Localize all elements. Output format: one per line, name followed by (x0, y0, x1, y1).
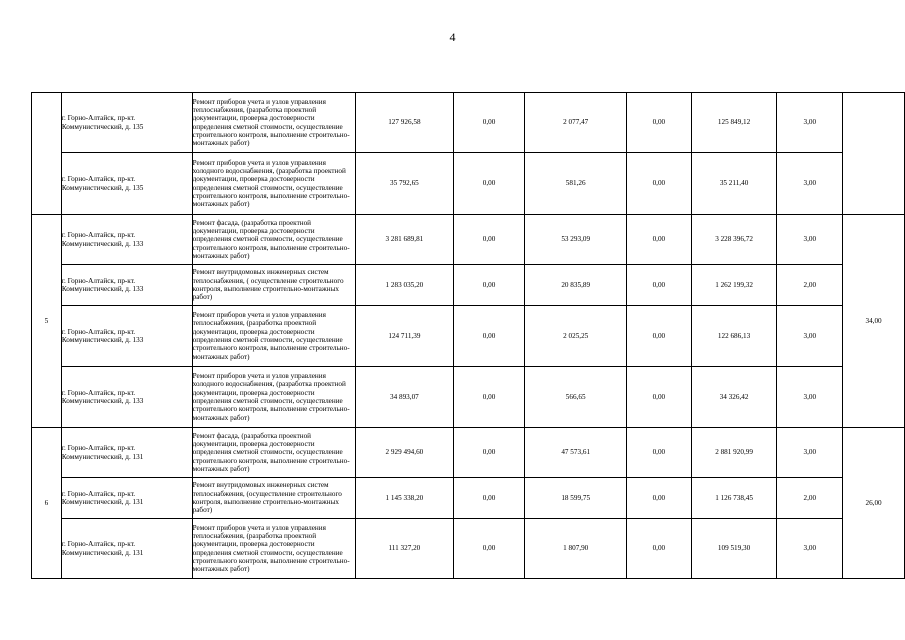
group-number (32, 93, 62, 215)
cost-total: 2 929 494,60 (356, 428, 454, 478)
cost-col3: 566,65 (525, 367, 627, 428)
cost-col5: 34 326,42 (691, 367, 777, 428)
rate-cell: 2,00 (777, 478, 843, 519)
rate-cell: 3,00 (777, 428, 843, 478)
work-description: Ремонт приборов учета и узлов управления теплоснабжения, (разработка проектной документации, проверка достоверности определения сметной стоимости, осуществление строительного контроля, выполнение строительно-монтажных работ) (192, 519, 355, 579)
table-row (32, 478, 905, 519)
group-total: 26,00 (843, 428, 905, 579)
cost-col2: 0,00 (453, 265, 525, 306)
cost-total: 124 711,39 (356, 306, 454, 367)
cost-col4: 0,00 (626, 428, 691, 478)
table-row (32, 519, 905, 579)
cost-col3: 18 599,75 (525, 478, 627, 519)
cost-col2: 0,00 (453, 367, 525, 428)
cost-col2: 0,00 (453, 306, 525, 367)
cost-col5: 1 262 199,32 (691, 265, 777, 306)
cost-col4: 0,00 (626, 306, 691, 367)
cost-col3: 2 077,47 (525, 93, 627, 153)
cost-col4: 0,00 (626, 93, 691, 153)
address-cell: г. Горно-Алтайск, пр-кт. Коммунистический, д. 133 (61, 367, 192, 428)
work-description: Ремонт приборов учета и узлов управления холодного водоснабжения, (разработка проектной документации, проверка достоверности определения сметной стоимости, осуществление строительного контроля, выполнение строительно-монтажных работ) (192, 367, 355, 428)
table-row (32, 215, 905, 265)
cost-col4: 0,00 (626, 519, 691, 579)
rate-cell: 3,00 (777, 153, 843, 215)
cost-total: 34 893,07 (356, 367, 454, 428)
cost-col3: 47 573,61 (525, 428, 627, 478)
cost-col5: 125 849,12 (691, 93, 777, 153)
cost-col4: 0,00 (626, 153, 691, 215)
work-description: Ремонт внутридомовых инженерных систем теплоснабжения, ( осуществление строительного контроля, выполнение строительно-монтажных работ) (192, 265, 355, 306)
rate-cell: 3,00 (777, 306, 843, 367)
group-number: 5 (32, 215, 62, 428)
rate-cell: 3,00 (777, 215, 843, 265)
cost-col2: 0,00 (453, 153, 525, 215)
work-description: Ремонт внутридомовых инженерных систем теплоснабжения, (осуществление строительного контроля, выполнение строительно-монтажных работ) (192, 478, 355, 519)
address-cell: г. Горно-Алтайск, пр-кт. Коммунистический, д. 131 (61, 428, 192, 478)
cost-col5: 1 126 738,45 (691, 478, 777, 519)
cost-col3: 53 293,09 (525, 215, 627, 265)
cost-col5: 3 228 396,72 (691, 215, 777, 265)
group-total (843, 93, 905, 215)
address-cell: г. Горно-Алтайск, пр-кт. Коммунистический, д. 131 (61, 519, 192, 579)
cost-col4: 0,00 (626, 478, 691, 519)
table-row (32, 306, 905, 367)
cost-col5: 35 211,40 (691, 153, 777, 215)
cost-total: 1 145 338,20 (356, 478, 454, 519)
page-number: 4 (449, 30, 456, 44)
work-description: Ремонт приборов учета и узлов управления теплоснабжения, (разработка проектной документации, проверка достоверности определения сметной стоимости, осуществление строительного контроля, выполнение строительно-монтажных работ) (192, 306, 355, 367)
address-cell: г. Горно-Алтайск, пр-кт. Коммунистический, д. 133 (61, 215, 192, 265)
work-description: Ремонт приборов учета и узлов управления холодного водоснабжения, (разработка проектной документации, проверка достоверности определения сметной стоимости, осуществление строительного контроля, выполнение строительно-монтажных работ) (192, 153, 355, 215)
rate-cell: 3,00 (777, 93, 843, 153)
cost-col2: 0,00 (453, 93, 525, 153)
table-row (32, 367, 905, 428)
cost-col3: 1 807,90 (525, 519, 627, 579)
cost-col2: 0,00 (453, 428, 525, 478)
group-number: 6 (32, 428, 62, 579)
work-description: Ремонт приборов учета и узлов управления теплоснабжения, (разработка проектной документации, проверка достоверности определения сметной стоимости, осуществление строительного контроля, выполнение строительно-монтажных работ) (192, 93, 355, 153)
cost-total: 3 281 689,81 (356, 215, 454, 265)
work-description: Ремонт фасада, (разработка проектной документации, проверка достоверности определения сметной стоимости, осуществление строительного контроля, выполнение строительно-монтажных работ) (192, 215, 355, 265)
cost-col5: 122 686,13 (691, 306, 777, 367)
cost-col3: 2 025,25 (525, 306, 627, 367)
rate-cell: 3,00 (777, 367, 843, 428)
cost-total: 1 283 035,20 (356, 265, 454, 306)
table-row (32, 265, 905, 306)
cost-col3: 20 835,89 (525, 265, 627, 306)
table-row (32, 428, 905, 478)
cost-total: 35 792,65 (356, 153, 454, 215)
rate-cell: 2,00 (777, 265, 843, 306)
address-cell: г. Горно-Алтайск, пр-кт. Коммунистический, д. 131 (61, 478, 192, 519)
table-row (32, 93, 905, 153)
cost-col2: 0,00 (453, 519, 525, 579)
cost-col5: 109 519,30 (691, 519, 777, 579)
cost-col4: 0,00 (626, 265, 691, 306)
group-total: 34,00 (843, 215, 905, 428)
address-cell: г. Горно-Алтайск, пр-кт. Коммунистический, д. 135 (61, 153, 192, 215)
table-row (32, 153, 905, 215)
address-cell: г. Горно-Алтайск, пр-кт. Коммунистический, д. 135 (61, 93, 192, 153)
work-description: Ремонт фасада, (разработка проектной документации, проверка достоверности определения сметной стоимости, осуществление строительного контроля, выполнение строительно-монтажных работ) (192, 428, 355, 478)
address-cell: г. Горно-Алтайск, пр-кт. Коммунистический, д. 133 (61, 306, 192, 367)
cost-col4: 0,00 (626, 367, 691, 428)
cost-total: 111 327,20 (356, 519, 454, 579)
rate-cell: 3,00 (777, 519, 843, 579)
cost-col5: 2 881 920,99 (691, 428, 777, 478)
address-cell: г. Горно-Алтайск, пр-кт. Коммунистический, д. 133 (61, 265, 192, 306)
cost-col3: 581,26 (525, 153, 627, 215)
repair-works-table (31, 92, 905, 579)
cost-col2: 0,00 (453, 478, 525, 519)
cost-col4: 0,00 (626, 215, 691, 265)
cost-col2: 0,00 (453, 215, 525, 265)
cost-total: 127 926,58 (356, 93, 454, 153)
